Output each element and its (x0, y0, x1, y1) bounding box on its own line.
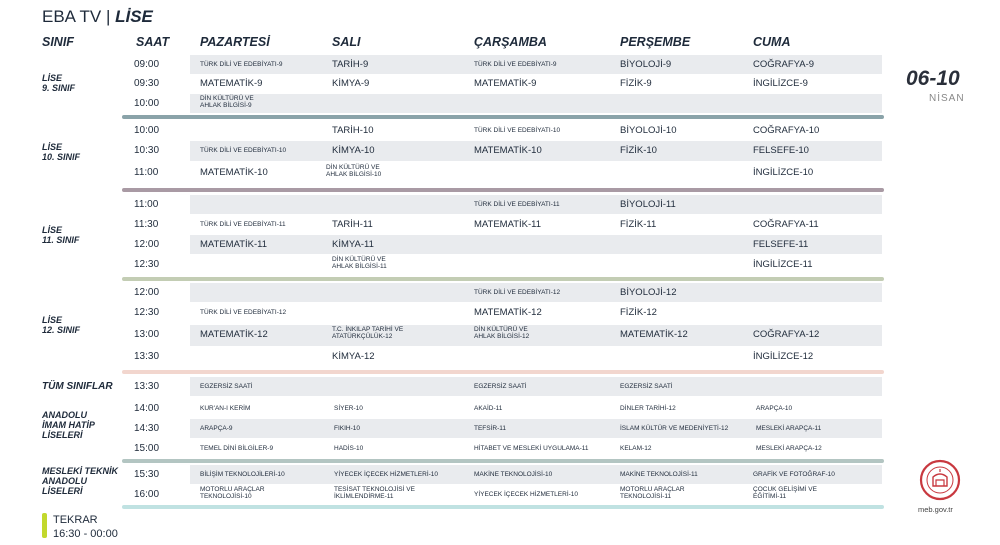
schedule-cell: MATEMATİK-11 (474, 219, 542, 230)
time-cell: 10:00 (134, 98, 160, 109)
schedule-cell: COĞRAFYA-12 (753, 329, 820, 340)
grade-group-label: TÜM SINIFLAR (42, 381, 113, 392)
time-cell: 12:30 (134, 259, 160, 270)
schedule-cell: YİYECEK İÇECEK HİZMETLERİ-10 (474, 491, 579, 498)
schedule-cell: TARİH-11 (332, 219, 373, 230)
time-cell: 12:00 (134, 287, 160, 298)
schedule-cell: FELSEFE-11 (753, 239, 809, 250)
group-separator (122, 370, 884, 374)
schedule-cell: HADİS-10 (334, 445, 364, 452)
schedule-cell: FELSEFE-10 (753, 145, 809, 156)
time-cell: 13:30 (134, 381, 160, 392)
time-cell: 12:00 (134, 239, 160, 250)
date-range: 06-10 (906, 67, 960, 90)
grade-group-label: ANADOLU İMAM HATİP LİSELERİ (42, 410, 95, 440)
schedule-cell: MAKİNE TEKNOLOJİSİ-11 (620, 471, 698, 478)
time-cell: 13:00 (134, 329, 160, 340)
schedule-cell: DİNLER TARİHİ-12 (620, 405, 676, 412)
schedule-cell: TÜRK DİLİ VE EDEBİYATI-10 (474, 127, 561, 134)
column-header: CUMA (753, 35, 791, 49)
schedule-cell: BİLİŞİM TEKNOLOJİLERİ-10 (200, 471, 285, 478)
schedule-cell: TÜRK DİLİ VE EDEBİYATI-12 (200, 309, 287, 316)
schedule-cell: TEMEL DİNİ BİLGİLER-9 (200, 445, 274, 452)
schedule-cell: İSLAM KÜLTÜR VE MEDENİYETİ-12 (620, 425, 729, 432)
time-cell: 14:00 (134, 403, 160, 414)
grade-group-label: LİSE 10. SINIF (42, 142, 81, 162)
schedule-cell: KİMYA-10 (332, 145, 375, 156)
time-cell: 11:00 (134, 167, 159, 178)
column-header: ÇARŞAMBA (474, 35, 547, 49)
column-header: PERŞEMBE (620, 35, 691, 49)
grade-group-label: MESLEKİ TEKNİK ANADOLU LİSELERİ (42, 466, 119, 496)
schedule-cell: FİZİK-9 (620, 78, 652, 89)
schedule-cell: AKAİD-11 (474, 405, 503, 412)
schedule-cell: İNGİLİZCE-12 (753, 351, 814, 362)
schedule-cell: KİMYA-11 (332, 239, 374, 250)
schedule-cell: DİN KÜLTÜRÜ VE AHLAK BİLGİSİ-9 (200, 95, 254, 110)
schedule-cell: FİZİK-10 (620, 145, 657, 156)
schedule-cell: TÜRK DİLİ VE EDEBİYATI-10 (200, 147, 287, 154)
group-separator (122, 505, 884, 509)
schedule-cell: MATEMATİK-11 (200, 239, 268, 250)
schedule-cell: İNGİLİZCE-11 (753, 259, 813, 270)
time-cell: 11:30 (134, 219, 159, 230)
grade-group-label: LİSE 12. SINIF (42, 315, 81, 335)
group-separator (122, 115, 884, 119)
schedule-cell: FIKIH-10 (334, 425, 361, 432)
schedule-cell: KİMYA-9 (332, 78, 370, 89)
schedule-cell: MATEMATİK-12 (620, 329, 688, 340)
replay-marker (42, 513, 47, 538)
column-header: PAZARTESİ (200, 35, 270, 49)
schedule-cell: BİYOLOJİ-9 (620, 59, 672, 70)
schedule-cell: TARİH-9 (332, 59, 369, 70)
schedule-cell: DİN KÜLTÜRÜ VE AHLAK BİLGİSİ-12 (474, 326, 530, 341)
replay-hours: 16:30 - 00:00 (53, 528, 118, 540)
time-cell: 12:30 (134, 307, 160, 318)
schedule-cell: TARİH-10 (332, 125, 374, 136)
schedule-cell: KELAM-12 (620, 445, 652, 452)
schedule-cell: İNGİLİZCE-9 (753, 78, 808, 89)
schedule-cell: T.C. İNKILAP TARİHİ VE ATATÜRKÇÜLÜK-12 (332, 326, 404, 341)
grade-group-label: LİSE 9. SINIF (42, 73, 76, 93)
schedule-cell: SİYER-10 (334, 405, 363, 412)
group-separator (122, 459, 884, 463)
ministry-seal-icon (919, 459, 961, 501)
time-cell: 15:00 (134, 443, 160, 454)
schedule-cell: GRAFİK VE FOTOĞRAF-10 (753, 471, 835, 478)
schedule-cell: MATEMATİK-9 (200, 78, 263, 89)
schedule-cell: MESLEKİ ARAPÇA-11 (756, 425, 822, 432)
schedule-cell: MATEMATİK-10 (474, 145, 542, 156)
schedule-cell: FİZİK-12 (620, 307, 657, 318)
page-title: EBA TV | LİSE (42, 7, 153, 26)
time-cell: 15:30 (134, 469, 160, 480)
schedule-cell: ÇOCUK GELİŞİMİ VE EĞİTİMİ-11 (753, 486, 817, 501)
schedule-cell: TEFSİR-11 (474, 425, 507, 432)
time-cell: 10:30 (134, 145, 160, 156)
schedule-cell: TÜRK DİLİ VE EDEBİYATI-11 (474, 201, 560, 208)
schedule-cell: BİYOLOJİ-12 (620, 287, 677, 298)
schedule-cell: COĞRAFYA-9 (753, 59, 815, 70)
schedule-cell: DİN KÜLTÜRÜ VE AHLAK BİLGİSİ-11 (332, 256, 387, 271)
schedule-cell: KİMYA-12 (332, 351, 375, 362)
schedule-cell: TÜRK DİLİ VE EDEBİYATI-9 (200, 61, 283, 68)
schedule-cell: ARAPÇA-9 (200, 425, 233, 432)
date-month: NİSAN (929, 93, 965, 104)
column-header: SINIF (42, 35, 74, 49)
schedule-cell: COĞRAFYA-11 (753, 219, 819, 230)
column-header: SALI (332, 35, 361, 49)
schedule-cell: MOTORLU ARAÇLAR TEKNOLOJİSİ-11 (620, 486, 685, 501)
schedule-cell: MAKİNE TEKNOLOJİSİ-10 (474, 471, 553, 478)
schedule-cell: KUR'AN-I KERİM (200, 405, 251, 412)
table-row (190, 377, 882, 396)
time-cell: 13:30 (134, 351, 160, 362)
grade-group-label: LİSE 11. SINIF (42, 225, 80, 245)
schedule-cell: FİZİK-11 (620, 219, 657, 230)
schedule-cell: BİYOLOJİ-10 (620, 125, 677, 136)
replay-label: TEKRAR (53, 514, 98, 526)
schedule-cell: EGZERSİZ SAATİ (620, 383, 673, 390)
schedule-cell: DİN KÜLTÜRÜ VE AHLAK BİLGİSİ-10 (326, 164, 382, 179)
schedule-cell: İNGİLİZCE-10 (753, 167, 814, 178)
schedule-cell: MATEMATİK-10 (200, 167, 268, 178)
schedule-cell: TÜRK DİLİ VE EDEBİYATI-11 (200, 221, 286, 228)
time-cell: 14:30 (134, 423, 160, 434)
schedule-cell: MOTORLU ARAÇLAR TEKNOLOJİSİ-10 (200, 486, 265, 501)
schedule-cell: MATEMATİK-12 (200, 329, 268, 340)
schedule-cell: MESLEKİ ARAPÇA-12 (756, 445, 822, 452)
schedule-cell: ARAPÇA-10 (756, 405, 793, 412)
column-header: SAAT (136, 35, 170, 49)
schedule-cell: EGZERSİZ SAATİ (474, 383, 527, 390)
group-separator (122, 277, 884, 281)
schedule-cell: TESİSAT TEKNOLOJİSİ VE İKLİMLENDİRME-11 (334, 486, 415, 501)
time-cell: 10:00 (134, 125, 160, 136)
schedule-cell: YİYECEK İÇECEK HİZMETLERİ-10 (334, 471, 439, 478)
time-cell: 09:30 (134, 78, 160, 89)
schedule-cell: HİTABET VE MESLEKİ UYGULAMA-11 (474, 445, 589, 452)
time-cell: 11:00 (134, 199, 159, 210)
website-url: meb.gov.tr (918, 505, 953, 514)
table-row (190, 94, 882, 113)
schedule-cell: MATEMATİK-9 (474, 78, 537, 89)
time-cell: 09:00 (134, 59, 160, 70)
schedule-cell: TÜRK DİLİ VE EDEBİYATI-12 (474, 289, 561, 296)
schedule-cell: COĞRAFYA-10 (753, 125, 820, 136)
schedule-cell: TÜRK DİLİ VE EDEBİYATI-9 (474, 61, 557, 68)
schedule-cell: EGZERSİZ SAATİ (200, 383, 253, 390)
schedule-cell: MATEMATİK-12 (474, 307, 542, 318)
group-separator (122, 188, 884, 192)
time-cell: 16:00 (134, 489, 160, 500)
schedule-cell: BİYOLOJİ-11 (620, 199, 676, 210)
